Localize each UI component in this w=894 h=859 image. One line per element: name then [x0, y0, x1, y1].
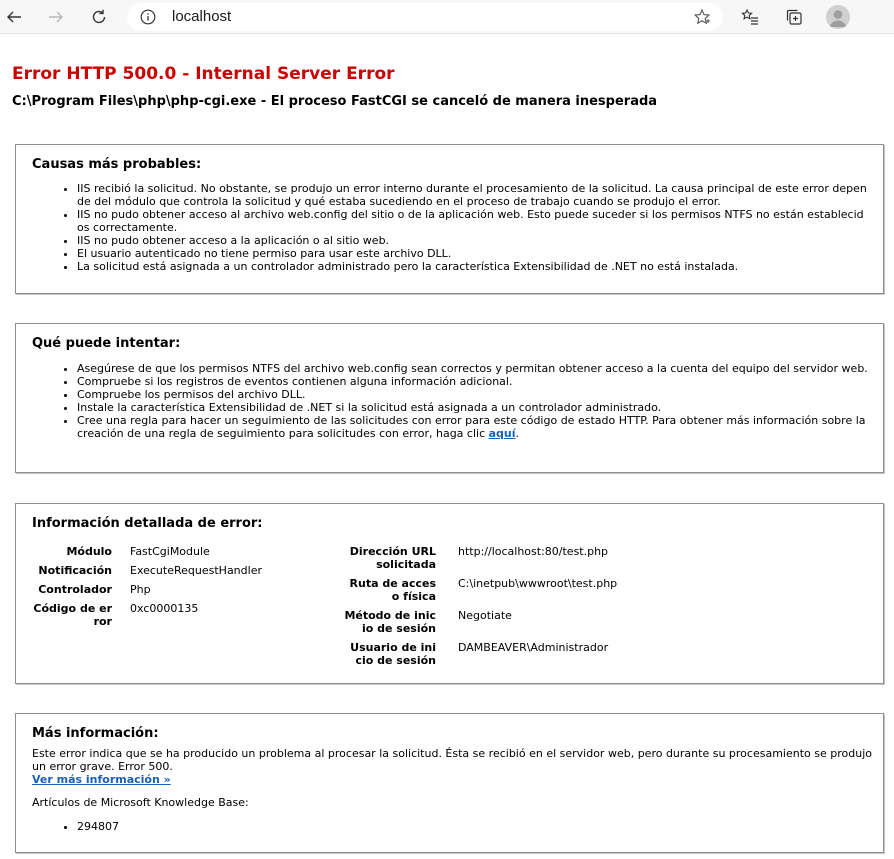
more-info-box	[15, 713, 884, 853]
detail-value-url: http://localhost:80/test.php	[458, 545, 609, 558]
details-left-table	[32, 545, 332, 635]
list-item: • Compruebe si los registros de eventos contienen alguna información adicional.	[77, 375, 869, 388]
detail-label-logon-method: Método de inicio de sesión	[344, 609, 436, 635]
kb-label: Artículos de Microsoft Knowledge Base:	[32, 796, 249, 809]
list-item: • 294807	[77, 820, 869, 833]
causes-box	[15, 144, 884, 294]
favorites-button[interactable]	[736, 3, 764, 31]
list-item	[77, 414, 869, 440]
more-info-text: Este error indica que se ha producido un problema al procesar la solicitud. Ésta se recibió en el servidor web, pero durante su procesamiento se produjo un error grave. Error 500.	[32, 747, 872, 773]
details-right-table	[344, 545, 764, 675]
info-icon[interactable]	[140, 9, 156, 29]
detail-label-url: Dirección URL solicitada	[349, 545, 436, 571]
try-heading: Qué puede intentar:	[32, 336, 181, 351]
forward-button[interactable]	[42, 3, 70, 31]
more-heading: Más información:	[32, 726, 159, 741]
list-item: • Asegúrese de que los permisos NTFS del archivo web.config sean correctos y permitan obtener acceso a la cuenta del equipo del servidor web.	[77, 362, 869, 375]
detail-value-handler: Php	[130, 583, 151, 596]
try-list	[16, 362, 883, 440]
collections-icon	[785, 8, 803, 26]
list-item: • La solicitud está asignada a un controlador administrado pero la característica Extensibilidad de .NET no está instalada.	[77, 260, 869, 273]
detail-label-logon-user: Usuario de inicio de sesión	[350, 641, 436, 667]
refresh-icon	[90, 8, 108, 26]
detail-label-error-code: Código de error	[33, 602, 112, 628]
try-box	[15, 323, 884, 473]
back-button[interactable]	[0, 3, 28, 31]
detail-label-notification: Notificación	[38, 564, 112, 577]
list-item: • Compruebe los permisos del archivo DLL.	[77, 388, 869, 401]
details-heading: Información detallada de error:	[32, 516, 263, 531]
detail-value-path: C:\inetpub\wwwroot\test.php	[458, 577, 618, 590]
detail-value-logon-user: DAMBEAVER\Administrador	[458, 641, 609, 654]
list-item: • El usuario autenticado no tiene permiso para usar este archivo DLL.	[77, 247, 869, 260]
detail-value-logon-method: Negotiate	[458, 609, 512, 622]
forward-arrow-icon	[48, 9, 64, 25]
list-item: • IIS no pudo obtener acceso al archivo web.config del sitio o de la aplicación web. Esto puede suceder si los permisos NTFS no están establecidos correctamente.	[77, 208, 869, 234]
here-link[interactable]: aquí	[488, 427, 516, 440]
causes-heading: Causas más probables:	[32, 157, 202, 172]
refresh-button[interactable]	[85, 3, 113, 31]
error-title: Error HTTP 500.0 - Internal Server Error	[12, 64, 395, 84]
detail-value-notification: ExecuteRequestHandler	[130, 564, 262, 577]
list-item: • Instale la característica Extensibilidad de .NET si la solicitud está asignada a un controlador administrado.	[77, 401, 869, 414]
browser-toolbar	[0, 0, 894, 34]
detail-label-handler: Controlador	[38, 583, 112, 596]
list-item-end: .	[515, 427, 520, 440]
causes-list	[16, 182, 883, 273]
more-info-body	[32, 747, 872, 809]
list-item: • IIS no pudo obtener acceso a la aplicación o al sitio web.	[77, 234, 869, 247]
detail-label-module: Módulo	[66, 545, 112, 558]
details-box	[15, 503, 884, 684]
back-arrow-icon	[6, 9, 22, 25]
list-item-text: Cree una regla para hacer un seguimiento de las solicitudes con error para este código de estado HTTP. Para obtener más información sobre la creación de una regla de seguimiento para solicitudes con error, haga clic	[77, 414, 866, 440]
url-text[interactable]: localhost	[172, 8, 232, 25]
profile-avatar-icon[interactable]	[826, 5, 850, 29]
kb-list	[16, 820, 883, 833]
error-subtitle: C:\Program Files\php\php-cgi.exe - El proceso FastCGI se canceló de manera inesperada	[12, 94, 658, 109]
more-info-link[interactable]: Ver más información »	[32, 773, 171, 786]
address-bar[interactable]	[127, 3, 723, 31]
favorites-list-icon	[741, 8, 759, 26]
detail-value-error-code: 0xc0000135	[130, 602, 199, 615]
list-item: • IIS recibió la solicitud. No obstante, se produjo un error interno durante el procesamiento de la solicitud. La causa principal de este error depende del módulo que controla la solicitud y qué estaba sucediendo en el proceso de trabajo cuando se produjo el error.	[77, 182, 869, 208]
collections-button[interactable]	[780, 3, 808, 31]
detail-label-path: Ruta de acceso física	[349, 577, 436, 603]
detail-value-module: FastCgiModule	[130, 545, 210, 558]
star-icon[interactable]	[693, 8, 711, 30]
